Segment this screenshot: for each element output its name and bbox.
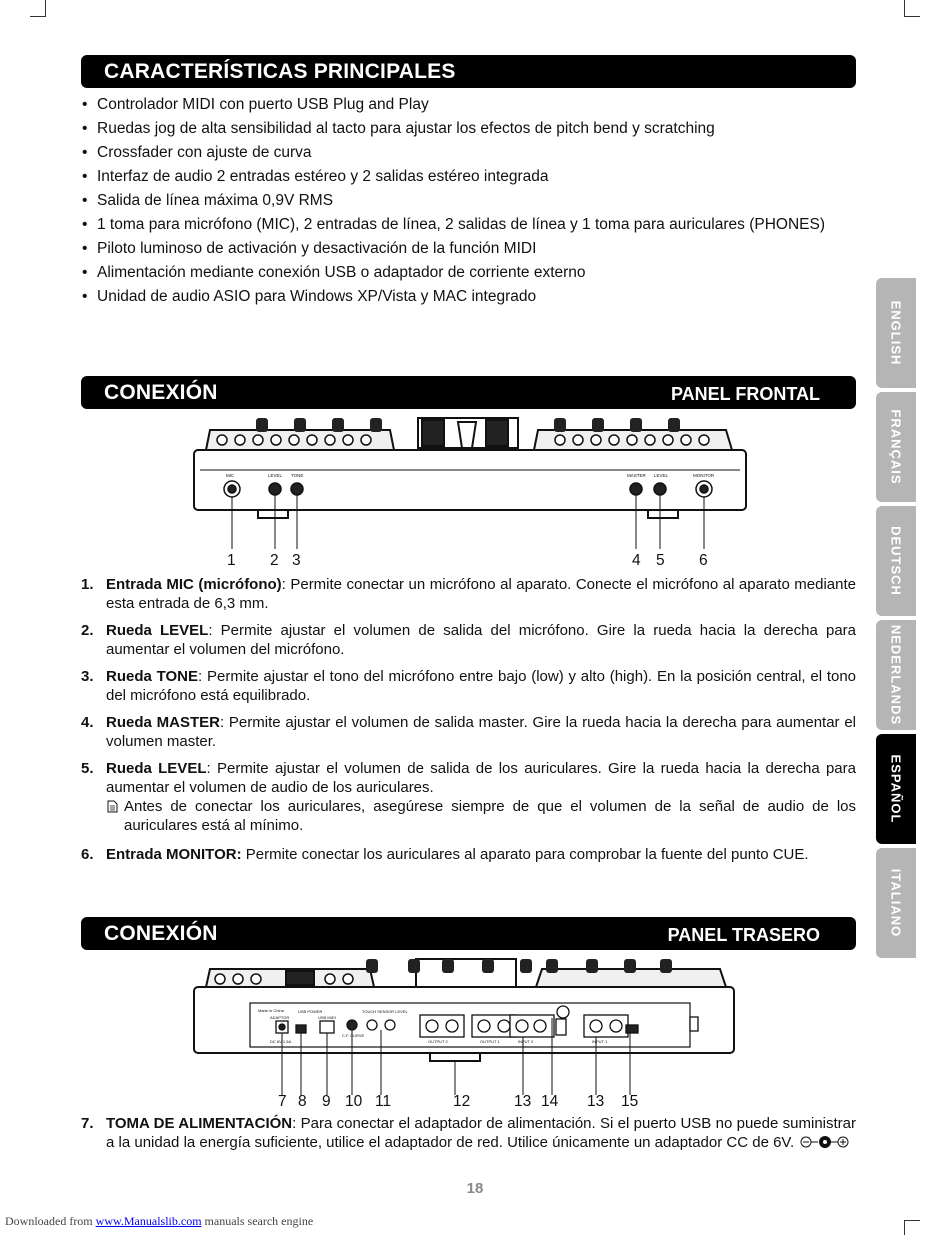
callout-6: 6 — [699, 552, 708, 569]
polarity-icon — [800, 1135, 850, 1149]
dc-label: DC 6V 1.5A — [270, 1039, 292, 1044]
mic-label: MIC — [226, 473, 235, 478]
front-item-4: 4. Rueda MASTER: Permite ajustar el volumen de salida master. Gire la rueda hacia la derecha para aumentar el volumen master. — [81, 714, 856, 750]
list-item: • Unidad de audio ASIO para Windows XP/Vista y MAC integrado — [81, 287, 861, 311]
front-banner — [81, 376, 856, 409]
list-item: • Piloto luminoso de activación y desactivación de la función MIDI — [81, 239, 861, 263]
adaptor-label: ADAPTOR — [270, 1015, 290, 1020]
front-title: CONEXIÓN — [104, 381, 218, 404]
callout-10: 10 — [345, 1093, 363, 1110]
front-subtitle: PANEL FRONTAL — [671, 384, 820, 404]
input1-label: INPUT 1 — [592, 1039, 608, 1044]
callout-15: 15 — [621, 1093, 639, 1110]
master-label: MASTER — [627, 473, 646, 478]
tab-italiano[interactable]: ITALIANO — [876, 848, 916, 958]
crop-mark — [30, 16, 46, 17]
monitor-label: MONITOR — [693, 473, 715, 478]
manualslib-link[interactable]: www.Manualslib.com — [95, 1214, 202, 1228]
rear-item-7: 7. TOMA DE ALIMENTACIÓN: Para conectar el adaptador de alimentación. Si el puerto USB no puede suministrar a la unidad la energía suficiente, utilice el adaptador de red. Utilice únicamente un adaptador CC de 6V. — [81, 1115, 856, 1151]
tone-label: TONE — [291, 473, 304, 478]
front-item-3: 3. Rueda TONE: Permite ajustar el tono del micrófono entre bajo (low) y alto (high). En la posición central, el tono del micrófono está equilibrado. — [81, 668, 857, 704]
callout-1: 1 — [227, 552, 236, 569]
callout-2: 2 — [270, 552, 279, 569]
tab-francais[interactable]: FRANÇAIS — [876, 392, 916, 502]
front-item-5: 5. Rueda LEVEL: Permite ajustar el volumen de salida de los auriculares. Gire la rueda hacia la derecha para aumentar el volumen de audio de los auriculares. Antes de conectar los auriculares, asegúrese siempre de que el volumen de la señal de audio de los auriculares está al mínimo. — [81, 760, 856, 834]
front-item-1: 1. Entrada MIC (micrófono): Permite conectar un micrófono al aparato. Conecte el micrófono al aparato mediante esta entrada de 6,3 mm. — [81, 576, 856, 612]
page-number: 18 — [466, 1180, 484, 1197]
callout-3: 3 — [292, 552, 301, 569]
rear-title: CONEXIÓN — [104, 922, 218, 945]
callout-7: 7 — [278, 1093, 287, 1110]
features-list — [81, 95, 861, 311]
callout-8: 8 — [298, 1093, 307, 1110]
crop-mark — [904, 16, 920, 17]
list-item: • Controlador MIDI con puerto USB Plug and Play — [81, 95, 861, 119]
callout-11: 11 — [375, 1093, 392, 1110]
list-item: • Salida de línea máxima 0,9V RMS — [81, 191, 861, 215]
list-item: • Interfaz de audio 2 entradas estéreo y 2 salidas estéreo integrada — [81, 167, 861, 191]
rear-banner — [81, 917, 856, 950]
made-in-label: Made in China — [258, 1008, 284, 1013]
rear-panel-diagram — [190, 955, 740, 1095]
input2-label: INPUT 2 — [518, 1039, 534, 1044]
callout-9: 9 — [322, 1093, 331, 1110]
rear-subtitle: PANEL TRASERO — [667, 925, 820, 945]
output1-label: OUTPUT 1 — [480, 1039, 500, 1044]
list-item: • Crossfader con ajuste de curva — [81, 143, 861, 167]
level-label: LEVEL — [268, 473, 283, 478]
touch-sensor-label: TOUCH SENSOR LEVEL — [362, 1009, 408, 1014]
crop-mark — [904, 0, 905, 16]
features-banner — [81, 55, 856, 88]
tab-deutsch[interactable]: DEUTSCH — [876, 506, 916, 616]
callout-13: 13 — [514, 1093, 532, 1110]
note: Antes de conectar los auriculares, asegúrese siempre de que el volumen de la señal de audio de los auriculares está al mínimo. — [106, 797, 856, 835]
features-title: CARACTERÍSTICAS PRINCIPALES — [104, 60, 456, 83]
list-item: • Ruedas jog de alta sensibilidad al tacto para ajustar los efectos de pitch bend y scratching — [81, 119, 861, 143]
note-icon — [107, 800, 118, 813]
front-item-6: 6. Entrada MONITOR: Permite conectar los auriculares al aparato para comprobar la fuente del punto CUE. — [81, 846, 809, 863]
cf-curve-label: C.F. CURVE — [342, 1033, 365, 1038]
tab-english[interactable]: ENGLISH — [876, 278, 916, 388]
front-item-2: 2. Rueda LEVEL: Permite ajustar el volumen de salida del micrófono. Gire la rueda hacia la derecha para aumentar el volumen del micrófono. — [81, 622, 856, 658]
level-label-2: LEVEL — [654, 473, 669, 478]
usb-midi-label: USB MIDI — [318, 1015, 336, 1020]
crop-mark — [904, 1220, 920, 1221]
callout-13b: 13 — [587, 1093, 605, 1110]
callout-12: 12 — [453, 1093, 471, 1110]
usb-power-label: USB POWER — [298, 1009, 323, 1014]
callout-14: 14 — [541, 1093, 559, 1110]
list-item: • Alimentación mediante conexión USB o adaptador de corriente externo — [81, 263, 861, 287]
tab-nederlands[interactable]: NEDERLANDS — [876, 620, 916, 730]
callout-5: 5 — [656, 552, 665, 569]
tab-espanol[interactable]: ESPAÑOL — [876, 734, 916, 844]
callout-4: 4 — [632, 552, 641, 569]
footer: Downloaded from www.Manualslib.com manuals search engine — [5, 1214, 314, 1228]
list-item: • 1 toma para micrófono (MIC), 2 entradas de línea, 2 salidas de línea y 1 toma para auriculares (PHONES) — [81, 215, 861, 239]
crop-mark — [904, 1220, 905, 1235]
front-panel-diagram — [190, 414, 750, 549]
crop-mark — [45, 0, 46, 16]
output2-label: OUTPUT 2 — [428, 1039, 448, 1044]
